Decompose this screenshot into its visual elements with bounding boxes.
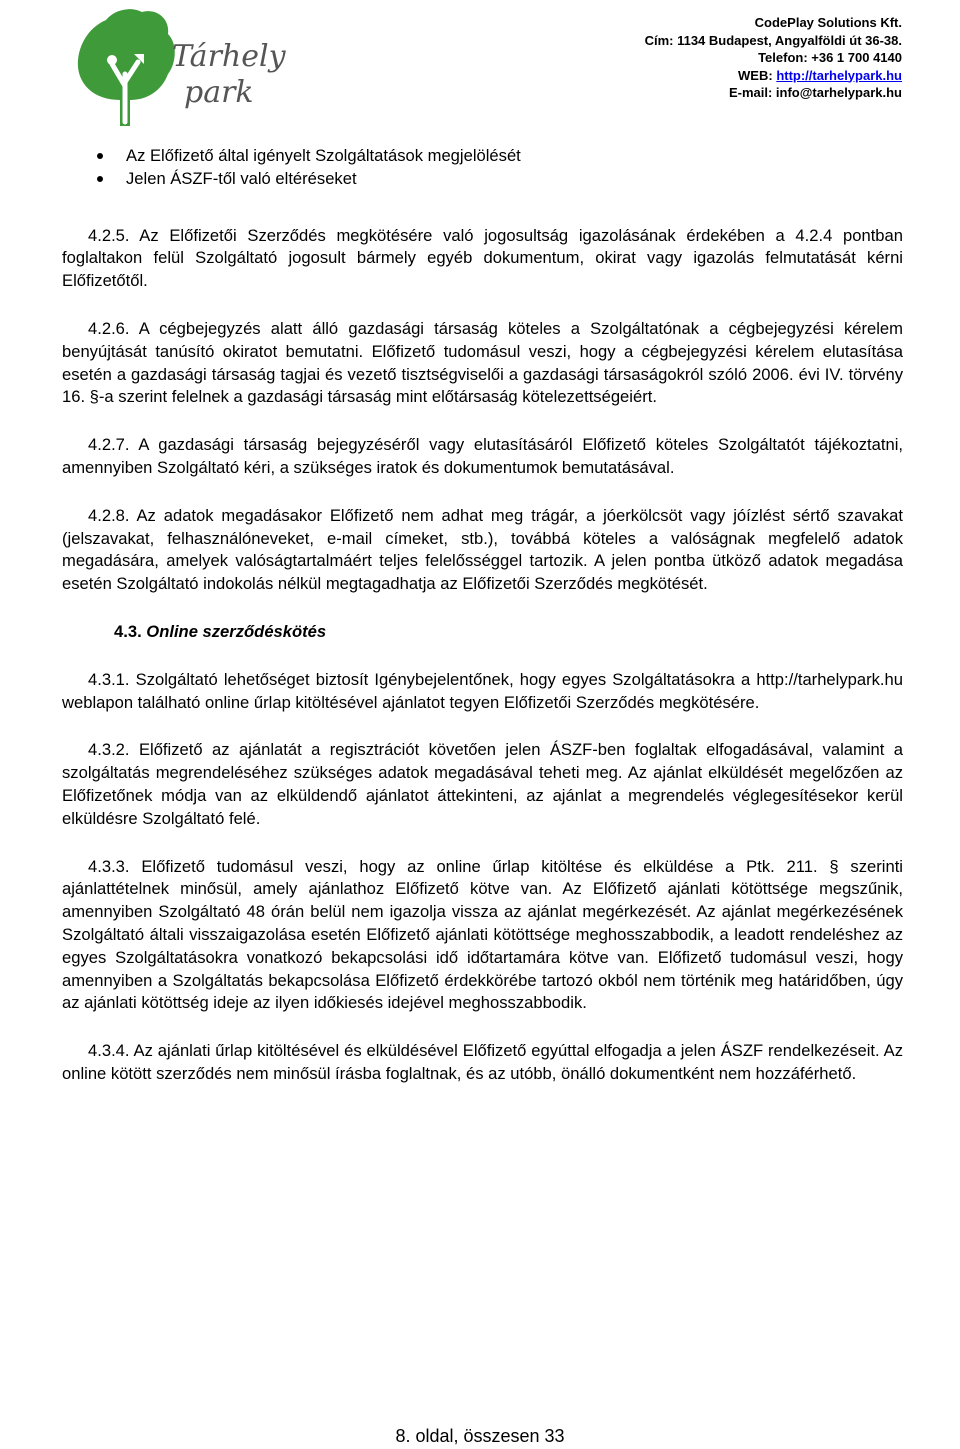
bullet-item: Az Előfizető által igényelt Szolgáltatások megjelölését bbox=[62, 145, 903, 168]
paragraph-text: Előfizető tudomásul veszi, hogy az online űrlap kitöltése és elküldése a Ptk. 211. § szerinti ajánlattételnek minősül, amely ajánlathoz Előfizető kötve van. Az Előfizető ajánlati kötöttsége megszűnik, amennyiben Szolgáltató 48 órán belül nem igazolja vissza az ajánlat megérkezését. Az ajánlat megérkezésének Szolgáltató általi visszaigazolása esetén Előfizető ajánlati kötöttsége meghosszabbodik, a leadott rendeléshez az egyes Szolgáltatásokra vonatkozó bekapcsolási idő időtartamára kötve van. Előfizető tudomásul veszi, hogy amennyiben a Szolgáltatás bekapcsolása Előfizető érdekkörébe tartozó okból nem történik meg határidőben, úgy az ajánlati kötöttség ideje az ilyen időkiesés idejével meghosszabbodik. bbox=[62, 856, 903, 1013]
section-number: 4.2.6. bbox=[88, 318, 130, 338]
paragraph-text: A cégbejegyzés alatt álló gazdasági társaság köteles a Szolgáltatónak a cégbejegyzési kérelem benyújtását tanúsító okiratot bemutatni. Előfizető tudomásul veszi, hogy a cégbejegyzési kérelem elutasítása esetén a gazdasági társaság tagjai és vezető tisztségviselői a gazdasági társaságokról szóló 2006. évi IV. törvény 16. §-a szerint felelnek a gazdasági társaság mint előtársaság kötelezettségeiért. bbox=[62, 318, 903, 407]
paragraph-4-3-2 bbox=[62, 739, 903, 830]
logo-text-tarhely: Tárhely bbox=[172, 39, 286, 74]
bullet-list bbox=[62, 145, 903, 191]
paragraph-4-3-4 bbox=[62, 1040, 903, 1086]
section-number: 4.2.7. bbox=[88, 435, 130, 455]
paragraph-4-3-1 bbox=[62, 669, 903, 715]
section-heading-4-3 bbox=[114, 621, 903, 644]
paragraph-text: Az adatok megadásakor Előfizető nem adhat meg trágár, a jóerkölcsöt vagy jóízlést sértő szavakat (jelszavakat, felhasználóneveket, e-mail címeket, stb.), továbbá köteles a valóságnak megfelelő adatok megadására, amelyek valóságtartalmáért teljes felelősséggel tartozik. A jelen pontba ütköző adatok megadása esetén Szolgáltató indokolás nélkül megtagadhatja az Előfizetői Szerződés megkötését. bbox=[62, 505, 903, 594]
company-web bbox=[645, 67, 902, 85]
company-phone: Telefon: +36 1 700 4140 bbox=[758, 50, 902, 65]
heading-number: 4.3. bbox=[114, 621, 142, 641]
paragraph-4-2-8 bbox=[62, 505, 903, 596]
paragraph-text: Szolgáltató lehetőséget biztosít Igénybejelentőnek, hogy egyes Szolgáltatásokra a http://tarhelypark.hu weblapon található online űrlap kitöltésével ajánlatot tegyen Előfizetői Szerződés megkötésére. bbox=[62, 669, 903, 712]
company-email: E-mail: info@tarhelypark.hu bbox=[728, 85, 902, 100]
section-number: 4.3.2. bbox=[88, 740, 130, 760]
paragraph-text: Előfizető az ajánlatát a regisztrációt követően jelen ÁSZF-ben foglaltak elfogadásával, valamint a szolgáltatás megrendeléséhez szükséges adatok megadásával teheti meg. Az ajánlat elküldését megelőzően az Előfizetőnek módja van az elküldendő ajánlatot áttekinteni, az ajánlat a megrendelés véglegesítésekor kerül elküldésre Szolgáltató felé. bbox=[62, 740, 903, 828]
document-body bbox=[62, 145, 903, 1086]
paragraph-4-2-7 bbox=[62, 434, 903, 480]
paragraph-text: Az Előfizetői Szerződés megkötésére való jogosultság igazolásának érdekében a 4.2.4 pontban foglaltakon felül Szolgáltató jogosult bármely egyéb dokumentum, okirat vagy igazolás felmutatását kérni Előfizetőtől. bbox=[62, 225, 903, 291]
paragraph-text: A gazdasági társaság bejegyzéséről vagy elutasításáról Előfizető köteles Szolgáltatót tájékoztatni, amennyiben Szolgáltató kéri, a szükséges iratok és dokumentumok bemutatásával. bbox=[62, 435, 903, 477]
tarhelypark-logo bbox=[72, 4, 286, 128]
web-link[interactable]: http://tarhelypark.hu bbox=[776, 67, 902, 83]
section-number: 4.2.5. bbox=[88, 225, 130, 245]
section-number: 4.3.1. bbox=[88, 669, 130, 689]
section-number: 4.3.4. bbox=[88, 1041, 130, 1061]
web-label: WEB: bbox=[738, 67, 777, 83]
bullet-item: Jelen ÁSZF-től való eltéréseket bbox=[62, 168, 903, 191]
paragraph-text: Az ajánlati űrlap kitöltésével és elküldésével Előfizető egyúttal elfogadja a jelen ÁSZF rendelkezéseit. Az online kötött szerződés nem minősül írásba foglaltnak, és az utóbb, önálló dokumentként nem hozzáférhető. bbox=[62, 1041, 903, 1083]
company-name: CodePlay Solutions Kft. bbox=[754, 15, 902, 30]
tree-logo-icon bbox=[72, 4, 286, 128]
heading-title: Online szerződéskötés bbox=[141, 621, 327, 641]
company-info bbox=[645, 14, 902, 102]
company-address: Cím: 1134 Budapest, Angyalföldi út 36-38. bbox=[644, 32, 902, 48]
logo-text-park: park bbox=[184, 75, 254, 110]
paragraph-4-3-3 bbox=[62, 856, 903, 1016]
page-footer: 8. oldal, összesen 33 bbox=[395, 1426, 565, 1446]
section-number: 4.3.3. bbox=[88, 856, 130, 876]
paragraph-4-2-6 bbox=[62, 318, 903, 409]
section-number: 4.2.8. bbox=[88, 505, 130, 525]
paragraph-4-2-5 bbox=[62, 225, 903, 293]
